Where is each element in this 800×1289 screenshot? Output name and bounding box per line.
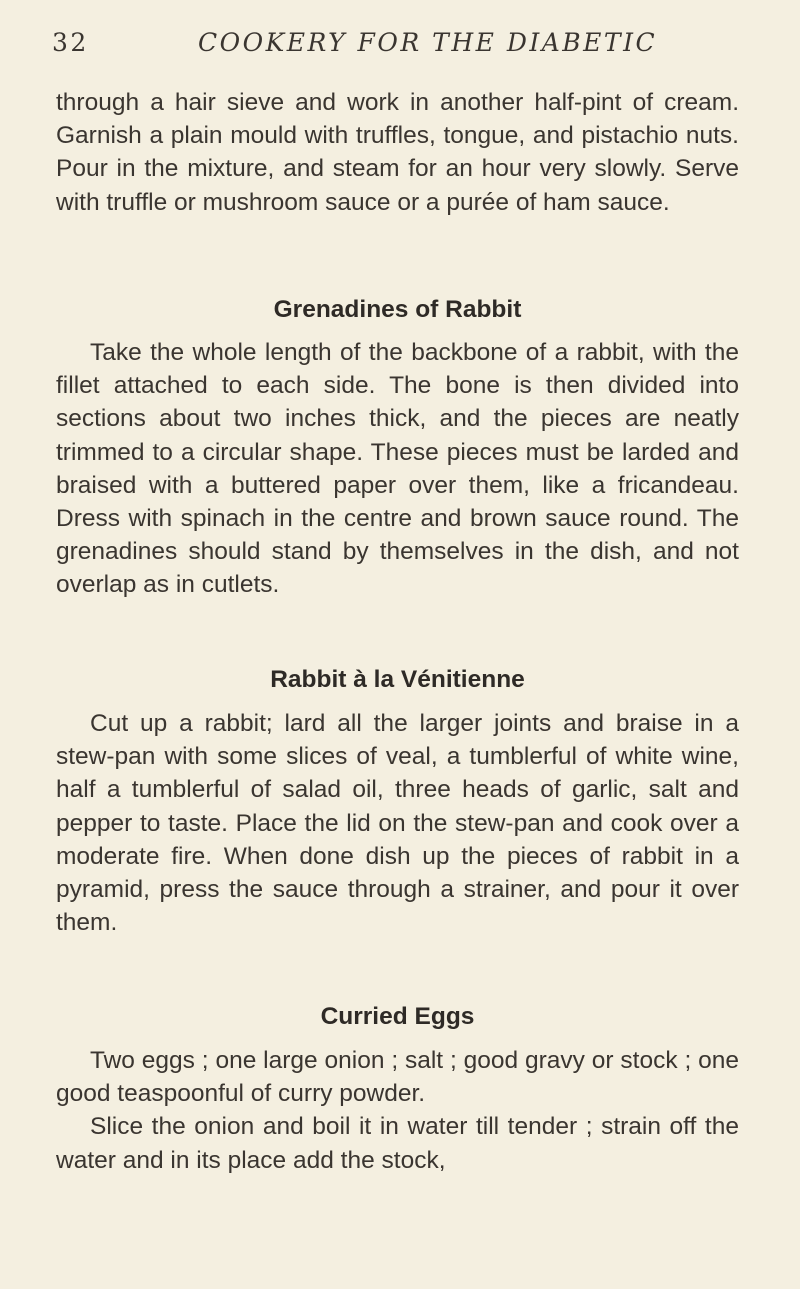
paragraph: Slice the onion and boil it in water till tender ; strain off the water and in its place add the stock, (56, 1113, 739, 1174)
running-title: COOKERY FOR THE DIABETIC (198, 28, 658, 57)
ingredients-paragraph: Two eggs ; one large onion ; salt ; good gravy or stock ; one good teaspoonful of curry powder. (56, 1047, 739, 1108)
recipe-body (56, 1044, 739, 1177)
paragraph: through a hair sieve and work in another half-pint of cream. Garnish a plain mould with truffles, tongue, and pistachio nuts. Pour in the mixture, and steam for an hour very slowly. Serve with truffle or mushroom sauce or a purée of ham sauce. (56, 89, 739, 216)
paragraph: Take the whole length of the backbone of a rabbit, with the fillet attached to each side. The bone is then divided into sections about two inches thick, and the pieces are neatly trimmed to a circular shape. These pieces must be larded and braised with a buttered paper over them, like a fricandeau. Dress with spinach in the centre and brown sauce round. The grenadines should stand by themselves in the dish, and not overlap as in cutlets. (56, 339, 739, 599)
recipe-heading: Curried Eggs (320, 1003, 475, 1030)
recipe-body (56, 336, 739, 602)
page-number: 32 (52, 28, 89, 57)
recipe-continuation (56, 86, 739, 219)
recipe-heading: Grenadines of Rabbit (273, 296, 522, 323)
running-head (52, 28, 748, 72)
recipe-body (56, 707, 739, 939)
recipe-heading: Rabbit à la Vénitienne (270, 666, 525, 693)
paragraph: Cut up a rabbit; lard all the larger joints and braise in a stew-pan with some slices of veal, a tumblerful of white wine, half a tumblerful of salad oil, three heads of garlic, salt and pepper to taste. Place the lid on the stew-pan and cook over a moderate fire. When done dish up the pieces of rabbit in a pyramid, press the sauce through a strainer, and pour it over them. (56, 710, 739, 937)
